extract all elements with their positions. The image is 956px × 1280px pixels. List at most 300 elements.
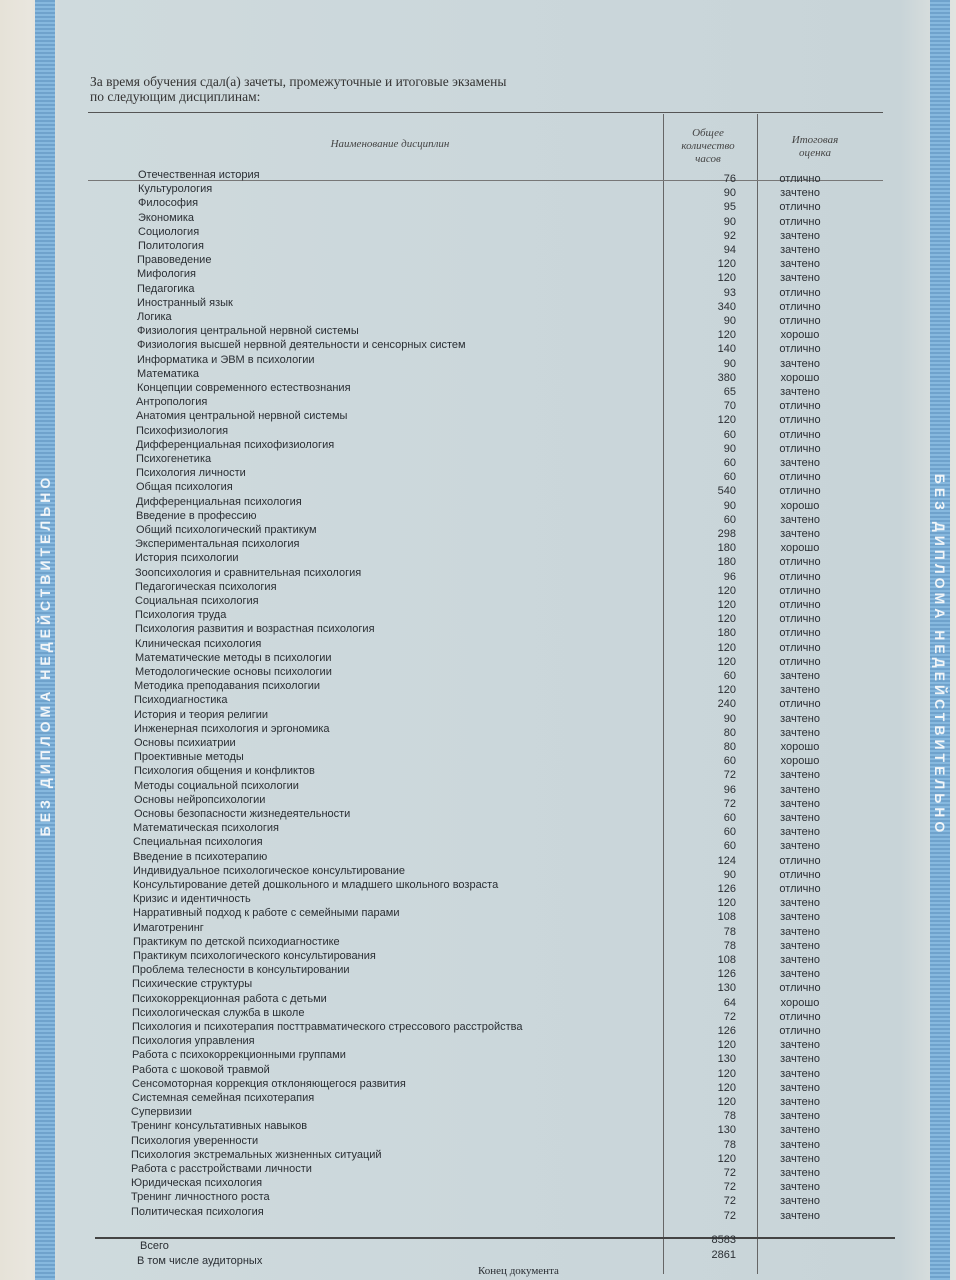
discipline-grade: отлично	[779, 854, 821, 867]
discipline-grade: зачтено	[780, 670, 820, 682]
discipline-grade: зачтено	[780, 357, 820, 370]
discipline-hours: 92	[723, 229, 736, 242]
discipline-name: Имаготренинг	[133, 921, 204, 934]
discipline-name: Отечественная история	[138, 169, 260, 181]
discipline-hours: 60	[723, 812, 736, 824]
table-row	[0, 395, 956, 413]
table-row	[0, 693, 956, 711]
table-row	[0, 168, 956, 185]
table-row	[0, 480, 956, 498]
discipline-grade: зачтено	[780, 513, 820, 526]
discipline-hours: 120	[717, 258, 736, 271]
table-row	[0, 566, 956, 583]
table-row	[0, 807, 956, 824]
discipline-hours: 180	[717, 627, 736, 640]
discipline-name: Психокоррекционная работа с детьми	[132, 992, 327, 1005]
discipline-hours: 120	[717, 1152, 736, 1165]
table-row	[0, 424, 956, 441]
discipline-hours: 96	[723, 570, 736, 583]
discipline-name: Общий психологический практикум	[136, 524, 317, 536]
discipline-grade: зачтено	[780, 797, 820, 810]
discipline-grade: хорошо	[780, 755, 820, 768]
discipline-hours: 120	[717, 584, 736, 597]
table-row	[0, 381, 956, 398]
discipline-hours: 90	[723, 357, 736, 370]
table-row	[0, 992, 956, 1009]
discipline-grade: отлично	[779, 1025, 821, 1037]
table-row	[0, 196, 956, 214]
discipline-grade: зачтено	[780, 1039, 820, 1052]
discipline-name: Иностранный язык	[137, 296, 233, 309]
discipline-hours: 120	[717, 329, 736, 342]
discipline-hours: 72	[723, 1010, 736, 1023]
discipline-hours: 120	[717, 272, 736, 285]
table-row	[0, 1063, 956, 1080]
discipline-grade: отлично	[779, 556, 821, 569]
table-row	[0, 736, 956, 753]
discipline-hours: 64	[723, 996, 736, 1009]
discipline-name: Математика	[137, 367, 199, 380]
discipline-name: Сенсомоторная коррекция отклоняющегося развития	[132, 1077, 406, 1090]
table-row	[0, 1205, 956, 1222]
discipline-grade: отлично	[779, 613, 821, 626]
discipline-hours: 130	[717, 982, 736, 995]
discipline-name: Антропология	[136, 396, 208, 409]
discipline-hours: 130	[717, 1124, 736, 1137]
discipline-hours: 65	[723, 386, 736, 398]
discipline-name: Дифференциальная психофизиология	[136, 438, 335, 451]
discipline-name: Экспериментальная психология	[135, 538, 300, 551]
discipline-grade: зачтено	[780, 968, 820, 981]
discipline-name: Супервизии	[131, 1106, 192, 1119]
discipline-hours: 90	[723, 442, 736, 455]
discipline-grade: хорошо	[780, 499, 820, 512]
discipline-name: Методологические основы психологии	[135, 666, 332, 678]
discipline-name: История психологии	[135, 552, 239, 565]
discipline-name: Психология экстремальных жизненных ситуаций	[131, 1148, 382, 1161]
table-row	[0, 537, 956, 555]
table-row	[0, 551, 956, 569]
discipline-grade: зачтено	[780, 528, 820, 540]
discipline-grade: зачтено	[780, 229, 820, 242]
table-row	[0, 608, 956, 626]
auditory-label: В том числе аудиторных	[137, 1255, 263, 1267]
discipline-grade: зачтено	[780, 1096, 820, 1108]
discipline-hours: 60	[723, 755, 736, 768]
discipline-hours: 90	[723, 215, 736, 228]
discipline-hours: 120	[717, 613, 736, 626]
discipline-grade: отлично	[779, 471, 821, 484]
discipline-grade: зачтено	[780, 939, 820, 952]
table-row	[0, 764, 956, 782]
table-row	[0, 296, 956, 313]
table-row	[0, 835, 956, 853]
discipline-name: Дифференциальная психология	[136, 495, 302, 508]
discipline-hours: 72	[723, 1167, 736, 1179]
discipline-name: Психодиагностика	[134, 694, 228, 707]
discipline-name: Клиническая психология	[135, 637, 262, 650]
discipline-name: Информатика и ЭВМ в психологии	[137, 353, 315, 366]
discipline-grade: зачтено	[780, 840, 820, 853]
discipline-name: Основы нейропсихологии	[134, 793, 266, 806]
discipline-hours: 60	[723, 826, 736, 839]
discipline-name: История и теория религии	[134, 708, 269, 721]
discipline-hours: 130	[717, 1053, 736, 1066]
discipline-name: Правоведение	[137, 254, 212, 267]
discipline-grade: отлично	[779, 442, 821, 455]
discipline-grade: зачтено	[780, 826, 820, 839]
table-row	[0, 679, 956, 697]
total-label: Всего	[140, 1240, 169, 1252]
discipline-name: Введение в профессию	[136, 509, 257, 522]
discipline-hours: 298	[717, 528, 736, 540]
discipline-name: Мифология	[137, 268, 197, 281]
discipline-grade: отлично	[779, 584, 821, 597]
discipline-name: Математическая психология	[133, 822, 279, 835]
discipline-grade: хорошо	[780, 741, 820, 753]
discipline-grade: отлично	[779, 655, 821, 668]
discipline-name: Методика преподавания психологии	[134, 680, 321, 693]
table-row	[0, 637, 956, 654]
discipline-name: Физиология центральной нервной системы	[137, 325, 359, 338]
discipline-grade: отлично	[779, 315, 821, 327]
discipline-hours: 96	[723, 783, 736, 796]
discipline-hours: 93	[723, 286, 736, 299]
discipline-grade: отлично	[779, 428, 821, 441]
discipline-grade: зачтено	[780, 812, 820, 824]
discipline-hours: 120	[717, 684, 736, 697]
discipline-hours: 60	[723, 513, 736, 526]
table-row	[0, 495, 956, 512]
discipline-grade: хорошо	[780, 542, 820, 555]
discipline-name: Педагогическая психология	[135, 580, 277, 593]
table-row	[0, 651, 956, 668]
discipline-hours: 120	[717, 599, 736, 611]
header-grade: Итоговая оценка	[791, 134, 839, 159]
table-row	[0, 1148, 956, 1165]
table-row	[0, 211, 956, 228]
discipline-name: Введение в психотерапию	[133, 850, 268, 863]
discipline-grade: отлично	[779, 1010, 821, 1023]
table-row	[0, 977, 956, 995]
table-row	[0, 864, 956, 881]
discipline-hours: 60	[723, 428, 736, 441]
discipline-hours: 60	[723, 471, 736, 484]
table-row	[0, 253, 956, 271]
discipline-name: Системная семейная психотерапия	[132, 1092, 315, 1104]
discipline-grade: отлично	[779, 641, 821, 654]
discipline-name: Индивидуальное психологическое консультирование	[133, 864, 405, 877]
discipline-grade: зачтено	[780, 258, 820, 271]
discipline-grade: зачтено	[780, 386, 820, 398]
discipline-grade: зачтено	[780, 1209, 820, 1222]
discipline-name: Работа с расстройствами личности	[131, 1163, 312, 1175]
side-warning-right: БЕЗ ДИПЛОМА НЕДЕЙСТВИТЕЛЬНО	[932, 473, 948, 837]
discipline-name: Методы социальной психологии	[134, 779, 299, 792]
discipline-grade: зачтено	[780, 244, 820, 256]
discipline-name: Психология управления	[132, 1035, 255, 1048]
header-hours: Общее количество часов	[681, 127, 735, 165]
discipline-name: Философия	[138, 197, 199, 210]
discipline-grade: отлично	[779, 286, 821, 299]
table-row	[0, 225, 956, 242]
table-row	[0, 878, 956, 895]
discipline-grade: отлично	[779, 343, 821, 356]
discipline-name: Политическая психология	[131, 1205, 264, 1218]
table-row	[0, 239, 956, 256]
discipline-hours: 70	[723, 400, 736, 413]
discipline-name: Педагогика	[137, 282, 195, 295]
table-row	[0, 452, 956, 469]
discipline-name: Работа с психокоррекционными группами	[132, 1049, 346, 1062]
discipline-name: Социология	[138, 225, 200, 238]
discipline-grade: отлично	[779, 982, 821, 995]
discipline-hours: 120	[717, 897, 736, 910]
table-row	[0, 779, 956, 796]
discipline-grade: зачтено	[780, 1167, 820, 1179]
discipline-name: Экономика	[138, 211, 195, 224]
discipline-name: Математические методы в психологии	[135, 651, 332, 664]
table-row	[0, 182, 956, 200]
table-row	[0, 267, 956, 285]
discipline-grade: зачтено	[780, 783, 820, 796]
discipline-name: Проблема телесности в консультировании	[132, 964, 350, 977]
discipline-grade: зачтено	[780, 1081, 820, 1094]
discipline-hours: 120	[717, 414, 736, 427]
discipline-grade: зачтено	[780, 457, 820, 469]
discipline-hours: 140	[717, 343, 736, 356]
discipline-hours: 90	[723, 187, 736, 200]
discipline-name: Тренинг консультативных навыков	[131, 1120, 308, 1133]
discipline-grade: зачтено	[780, 726, 820, 739]
discipline-grade: зачтено	[780, 954, 820, 966]
table-row	[0, 1048, 956, 1066]
discipline-name: Нарративный подход к работе с семейными парами	[133, 907, 400, 920]
header-discipline: Наименование дисциплин	[330, 138, 450, 150]
discipline-grade: отлично	[779, 599, 821, 611]
discipline-name: Политология	[138, 240, 204, 252]
auditory-hours: 2861	[711, 1249, 736, 1261]
table-row	[0, 906, 956, 924]
discipline-name: Основы психиатрии	[134, 737, 236, 749]
side-warning-left: БЕЗ ДИПЛОМА НЕДЕЙСТВИТЕЛЬНО	[37, 473, 53, 837]
discipline-name: Психология общения и конфликтов	[134, 765, 315, 778]
table-row	[0, 1134, 956, 1151]
discipline-grade: зачтено	[780, 684, 820, 697]
discipline-hours: 120	[717, 1096, 736, 1108]
table-row	[0, 750, 956, 768]
discipline-grade: зачтено	[780, 769, 820, 782]
discipline-grade: зачтено	[780, 1138, 820, 1151]
table-row	[0, 438, 956, 455]
discipline-grade: зачтено	[780, 1124, 820, 1137]
table-row	[0, 1077, 956, 1094]
discipline-hours: 120	[717, 1039, 736, 1052]
discipline-hours: 126	[717, 1025, 736, 1037]
discipline-hours: 80	[723, 741, 736, 753]
table-row	[0, 935, 956, 952]
intro-line-2: по следующим дисциплинам:	[90, 89, 261, 104]
discipline-grade: зачтено	[780, 712, 820, 725]
intro-text	[90, 74, 506, 104]
table-row	[0, 1190, 956, 1208]
discipline-hours: 60	[723, 670, 736, 682]
discipline-grade: отлично	[779, 698, 821, 711]
table-row	[0, 722, 956, 739]
table-row	[0, 338, 956, 356]
discipline-hours: 78	[723, 1110, 736, 1123]
discipline-hours: 126	[717, 968, 736, 981]
discipline-name: Психические структуры	[132, 978, 253, 991]
discipline-hours: 60	[723, 457, 736, 469]
discipline-name: Кризис и идентичность	[133, 893, 251, 906]
discipline-hours: 120	[717, 655, 736, 668]
table-row	[0, 821, 956, 839]
table-row	[0, 892, 956, 910]
discipline-name: Психология личности	[136, 467, 246, 480]
table-row	[0, 622, 956, 640]
discipline-grade: зачтено	[780, 1053, 820, 1066]
table-row	[0, 580, 956, 597]
discipline-hours: 380	[717, 371, 736, 384]
discipline-hours: 72	[723, 797, 736, 810]
discipline-name: Консультирование детей дошкольного и младшего школьного возраста	[133, 879, 499, 891]
discipline-name: Психофизиология	[136, 424, 229, 437]
discipline-hours: 120	[717, 641, 736, 654]
discipline-grade: отлично	[779, 883, 821, 895]
table-row	[0, 1034, 956, 1052]
table-row	[0, 367, 956, 384]
discipline-hours: 340	[717, 300, 736, 313]
total-hours: 8583	[711, 1234, 736, 1246]
discipline-name: Психология уверенности	[131, 1134, 259, 1147]
discipline-name: Общая психология	[136, 481, 233, 494]
discipline-name: Логика	[137, 311, 172, 323]
table-row	[0, 353, 956, 370]
discipline-grade: зачтено	[780, 272, 820, 285]
discipline-grade: отлично	[779, 570, 821, 583]
discipline-grade: зачтено	[780, 1152, 820, 1165]
discipline-grade: хорошо	[780, 996, 820, 1009]
table-row	[0, 466, 956, 484]
table-row	[0, 963, 956, 981]
discipline-hours: 180	[717, 556, 736, 569]
discipline-hours: 72	[723, 1209, 736, 1222]
discipline-hours: 72	[723, 769, 736, 782]
discipline-grade: зачтено	[780, 1067, 820, 1080]
discipline-grade: зачтено	[780, 1195, 820, 1208]
discipline-name: Анатомия центральной нервной системы	[136, 410, 348, 423]
discipline-hours: 124	[717, 854, 736, 867]
discipline-grade: зачтено	[780, 1110, 820, 1123]
table-row	[0, 949, 956, 966]
table-row	[0, 793, 956, 810]
table-row	[0, 523, 956, 540]
table-row	[0, 1119, 956, 1137]
discipline-grade: зачтено	[780, 1181, 820, 1194]
discipline-grade: хорошо	[780, 371, 820, 384]
discipline-name: Инженерная психология и эргономика	[134, 722, 330, 735]
discipline-name: Зоопсихология и сравнительная психология	[135, 566, 362, 579]
discipline-grade: отлично	[779, 201, 821, 214]
discipline-name: Проективные методы	[134, 751, 244, 764]
table-row	[0, 708, 956, 725]
discipline-hours: 78	[723, 939, 736, 952]
discipline-hours: 76	[723, 173, 736, 185]
discipline-name: Основы безопасности жизнедеятельности	[134, 808, 351, 820]
discipline-hours: 60	[723, 840, 736, 853]
discipline-grade: отлично	[779, 400, 821, 413]
discipline-name: Психология труда	[135, 609, 227, 622]
discipline-grade: отлично	[779, 868, 821, 881]
discipline-hours: 94	[723, 244, 736, 256]
table-row	[0, 921, 956, 938]
discipline-name: Физиология высшей нервной деятельности и сенсорных систем	[137, 339, 466, 352]
table-row	[0, 1105, 956, 1123]
discipline-hours: 90	[723, 712, 736, 725]
discipline-name: Специальная психология	[133, 836, 263, 849]
discipline-name: Культурология	[138, 183, 213, 196]
table-row	[0, 594, 956, 611]
discipline-hours: 78	[723, 925, 736, 938]
table-top-rule	[88, 112, 883, 113]
discipline-hours: 80	[723, 726, 736, 739]
table-row	[0, 665, 956, 682]
table-row	[0, 310, 956, 327]
discipline-grade: зачтено	[780, 911, 820, 924]
table-row	[0, 1091, 956, 1108]
discipline-hours: 78	[723, 1138, 736, 1151]
intro-line-1: За время обучения сдал(а) зачеты, промежуточные и итоговые экзамены	[90, 74, 507, 89]
end-of-document: Конец документа	[478, 1265, 559, 1277]
discipline-name: Практикум по детской психодиагностике	[133, 935, 340, 948]
discipline-hours: 120	[717, 1081, 736, 1094]
discipline-name: Социальная психология	[135, 595, 259, 607]
discipline-grade: зачтено	[780, 187, 820, 200]
table-row	[0, 1020, 956, 1037]
totals-rule	[95, 1237, 895, 1239]
discipline-hours: 180	[717, 542, 736, 555]
discipline-hours: 72	[723, 1195, 736, 1208]
discipline-name: Работа с шоковой травмой	[132, 1063, 270, 1076]
discipline-grade: отлично	[779, 627, 821, 640]
table-row	[0, 1006, 956, 1023]
discipline-hours: 540	[717, 485, 736, 498]
discipline-hours: 90	[723, 315, 736, 327]
discipline-hours: 95	[723, 201, 736, 214]
discipline-name: Психология и психотерапия посттравматического стрессового расстройства	[132, 1021, 523, 1033]
discipline-grade: зачтено	[780, 897, 820, 910]
discipline-hours: 120	[717, 1067, 736, 1080]
table-row	[0, 282, 956, 299]
discipline-name: Тренинг личностного роста	[131, 1191, 270, 1204]
table-row	[0, 850, 956, 867]
discipline-grade: хорошо	[780, 329, 820, 342]
discipline-name: Психологическая служба в школе	[132, 1006, 305, 1019]
discipline-grade: отлично	[779, 300, 821, 313]
discipline-grade: отлично	[779, 173, 821, 185]
table-row	[0, 409, 956, 427]
table-row	[0, 1162, 956, 1179]
discipline-grade: отлично	[779, 485, 821, 498]
discipline-name: Психогенетика	[136, 453, 212, 465]
discipline-hours: 90	[723, 868, 736, 881]
table-row	[0, 324, 956, 342]
discipline-grade: зачтено	[780, 925, 820, 938]
discipline-name: Юридическая психология	[131, 1177, 263, 1190]
discipline-grade: отлично	[779, 414, 821, 427]
discipline-name: Концепции современного естествознания	[137, 382, 351, 394]
